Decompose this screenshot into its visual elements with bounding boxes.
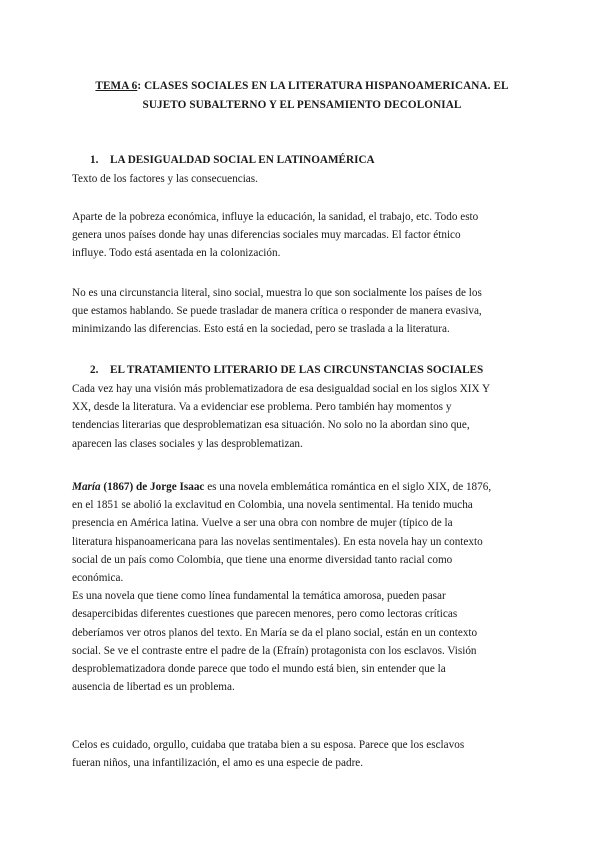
section-2-heading-text: EL TRATAMIENTO LITERARIO DE LAS CIRCUNSTANCIAS SOCIALES: [110, 364, 484, 376]
paragraph-line: Es una novela que tiene como línea fundamental la temática amorosa, pueden pasar: [72, 590, 446, 603]
paragraph-line: social. Se ve el contraste entre el padre de la (Efraín) protagonista con los esclavos. Visión: [72, 644, 477, 657]
title-topic-number: TEMA 6: [95, 80, 138, 92]
section-2-paragraph-1: [72, 380, 532, 453]
paragraph-line: que estamos hablando. Se puede trasladar de manera crítica o responder de manera evasiva,: [72, 305, 482, 318]
section-1-intro-line: Texto de los factores y las consecuencias.: [72, 173, 258, 185]
paragraph-line: Aparte de la pobreza económica, influye la educación, la sanidad, el trabajo, etc. Todo esto: [72, 211, 479, 223]
paragraph-line: deberíamos ver otros planos del texto. En María se da el plano social, están en un contexto: [72, 626, 478, 639]
paragraph-line: social de un país como Colombia, que tiene una enorme diversidad tanto racial como: [72, 553, 453, 566]
paragraph-line: influye. Todo está asentada en la colonización.: [72, 247, 281, 260]
section-1-intro: [72, 170, 532, 188]
paragraph-line: literatura hispanoamericana para las novelas sentimentales). En esta novela hay un contexto: [72, 535, 483, 548]
novel-title-maria: María: [72, 481, 101, 493]
section-1-number: 1.: [90, 154, 99, 166]
paragraph-line-rest: es una novela emblemática romántica en el siglo XIX, de 1876,: [204, 481, 492, 493]
section-1-paragraph-1: [72, 208, 532, 263]
paragraph-line: Celos es cuidado, orgullo, cuidaba que trataba bien a su esposa. Parece que los esclavos: [72, 739, 465, 751]
section-2-number: 2.: [90, 364, 99, 376]
title-line-2: SUJETO SUBALTERNO Y EL PENSAMIENTO DECOLONIAL: [142, 99, 462, 111]
title-line-1: [72, 77, 532, 96]
section-1-heading: [90, 152, 375, 168]
document-title: [72, 77, 532, 115]
paragraph-line: fueran niños, una infantilización, el amo es una especie de padre.: [72, 757, 364, 770]
paragraph-line: tendencias literarias que desproblematizan esa situación. No solo no la abordan sino que,: [72, 419, 470, 432]
paragraph-line: presencia en América latina. Vuelve a ser una obra con nombre de mujer (típico de la: [72, 517, 453, 530]
paragraph-line: minimizando las diferencias. Esto está en la sociedad, pero se traslada a la literatura.: [72, 323, 450, 336]
paragraph-line: aparecen las clases sociales y las desproblematizan.: [72, 437, 303, 450]
paragraph-line: en el 1851 se abolió la exclavitud en Colombia, una novela sentimental. Ha tenido mucha: [72, 499, 473, 512]
paragraph-line: genera unos países donde hay unas diferencias sociales muy marcadas. El factor étnico: [72, 229, 461, 242]
paragraph-line: económica.: [72, 572, 124, 585]
section-2-paragraph-3: [72, 736, 532, 772]
novel-year-author: (1867) de Jorge Isaac: [100, 481, 205, 493]
section-2-paragraph-2: [72, 478, 532, 696]
section-2-heading: [90, 362, 483, 378]
paragraph-line-first: [72, 478, 532, 496]
paragraph-line: No es una circunstancia literal, sino social, muestra lo que son socialmente los países de los: [72, 287, 482, 299]
section-1-paragraph-2: [72, 284, 532, 339]
paragraph-line: ausencia de libertad es un problema.: [72, 681, 235, 694]
paragraph-line: desapercibidas diferentes cuestiones que parecen menores, pero como lectoras críticas: [72, 608, 458, 621]
paragraph-line: XX, desde la literatura. Va a evidenciar ese problema. Pero también hay momentos y: [72, 401, 452, 414]
section-1-heading-text: LA DESIGUALDAD SOCIAL EN LATINOAMÉRICA: [110, 154, 375, 166]
paragraph-line: desproblematizadora donde parece que todo el mundo está bien, sin entender que la: [72, 663, 446, 676]
paragraph-line: Cada vez hay una visión más problematizadora de esa desigualdad social en los siglos XIX Y: [72, 383, 491, 395]
title-line-1-rest: : CLASES SOCIALES EN LA LITERATURA HISPANOAMERICANA. EL: [137, 80, 509, 92]
